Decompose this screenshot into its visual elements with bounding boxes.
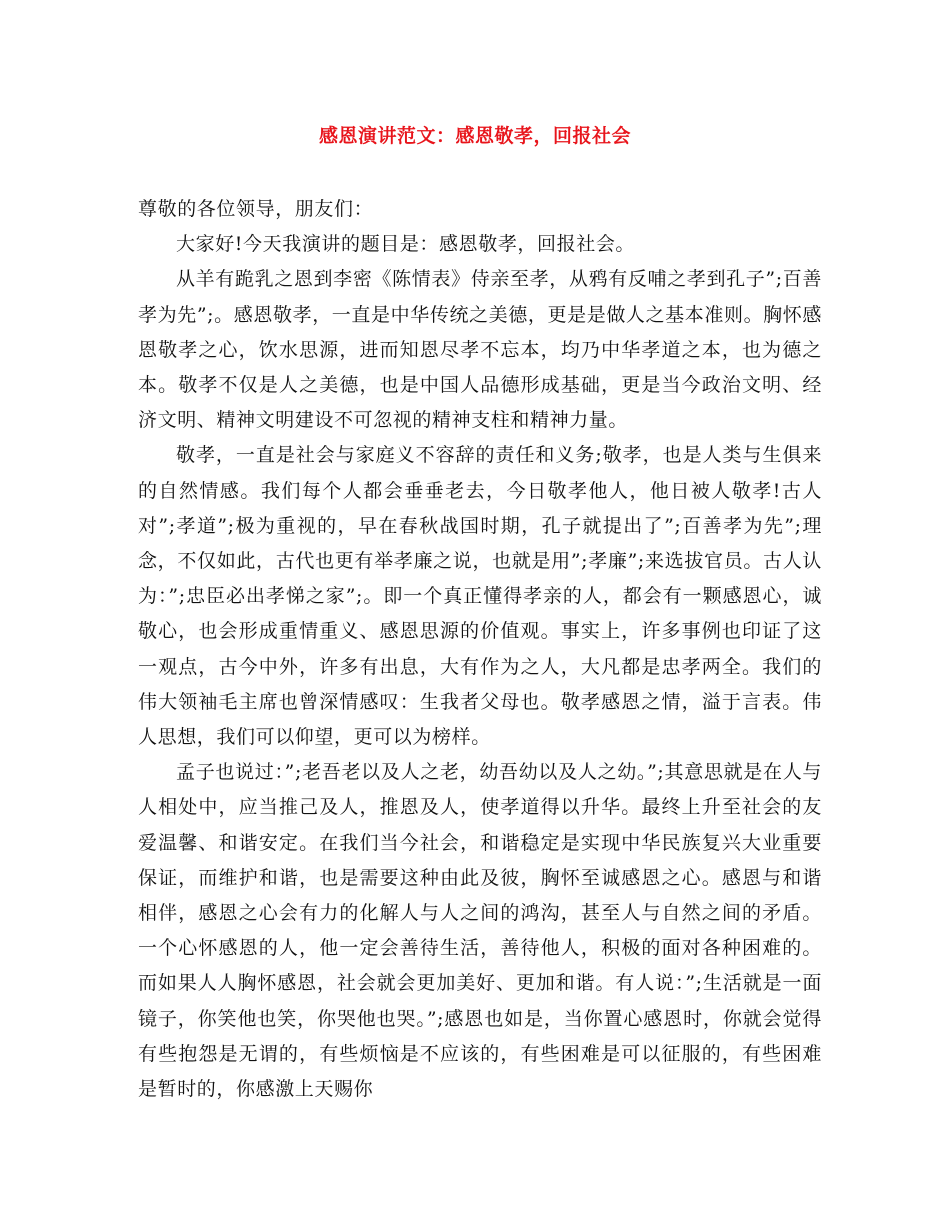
document-body xyxy=(138,192,822,1107)
paragraph-filial-virtue: 从羊有跪乳之恩到李密《陈情表》侍亲至孝，从鸦有反哺之孝到孔子”;百善孝为先”;。感恩敬孝，一直是中华传统之美德，更是是做人之基本准则。胸怀感恩敬孝之心，饮水思源，进而知恩尽孝不忘本，均乃中华孝道之本，也为德之本。敬孝不仅是人之美德，也是中国人品德形成基础，更是当今政治文明、经济文明、精神文明建设不可忽视的精神支柱和精神力量。 xyxy=(138,268,822,432)
salutation: 尊敬的各位领导，朋友们： xyxy=(138,198,374,220)
document-title: 感恩演讲范文：感恩敬孝，回报社会 xyxy=(318,125,631,147)
paragraph-filial-duty: 敬孝，一直是社会与家庭义不容辞的责任和义务;敬孝，也是人类与生俱来的自然情感。我们每个人都会垂垂老去，今日敬孝他人，他日被人敬孝!古人对”;孝道”;极为重视的，早在春秋战国时期，孔子就提出了”;百善孝为先”;理念，不仅如此，古代也更有举孝廉之说，也就是用”;孝廉”;来选拔官员。古人认为：”;忠臣必出孝悌之家”;。即一个真正懂得孝亲的人，都会有一颗感恩心，诚敬心，也会形成重情重义、感恩思源的价值观。事实上，许多事例也印证了这一观点，古今中外，许多有出息，大有作为之人，大凡都是忠孝两全。我们的伟大领袖毛主席也曾深情感叹：生我者父母也。敬孝感恩之情，溢于言表。伟人思想，我们可以仰望，更可以为榜样。 xyxy=(138,444,822,749)
paragraph-mencius: 孟子也说过：”;老吾老以及人之老，幼吾幼以及人之幼。”;其意思就是在人与人相处中，应当推己及人，推恩及人，使孝道得以升华。最终上升至社会的友爱温馨、和谐安定。在我们当今社会，和谐稳定是实现中华民族复兴大业重要保证，而维护和谐，也是需要这种由此及彼，胸怀至诚感恩之心。感恩与和谐相伴，感恩之心会有力的化解人与人之间的鸿沟，甚至人与自然之间的矛盾。一个心怀感恩的人，他一定会善待生活，善待他人，积极的面对各种困难的。而如果人人胸怀感恩，社会就会更加美好、更加和谐。有人说：”;生活就是一面镜子，你笑他也笑，你哭他也哭。”;感恩也如是，当你置心感恩时，你就会觉得有些抱怨是无谓的，有些烦恼是不应该的，有些困难是可以征服的，有些困难是暂时的，你感激上天赐你 xyxy=(138,761,822,1101)
paragraph-greeting: 大家好!今天我演讲的题目是：感恩敬孝，回报社会。 xyxy=(176,233,636,256)
